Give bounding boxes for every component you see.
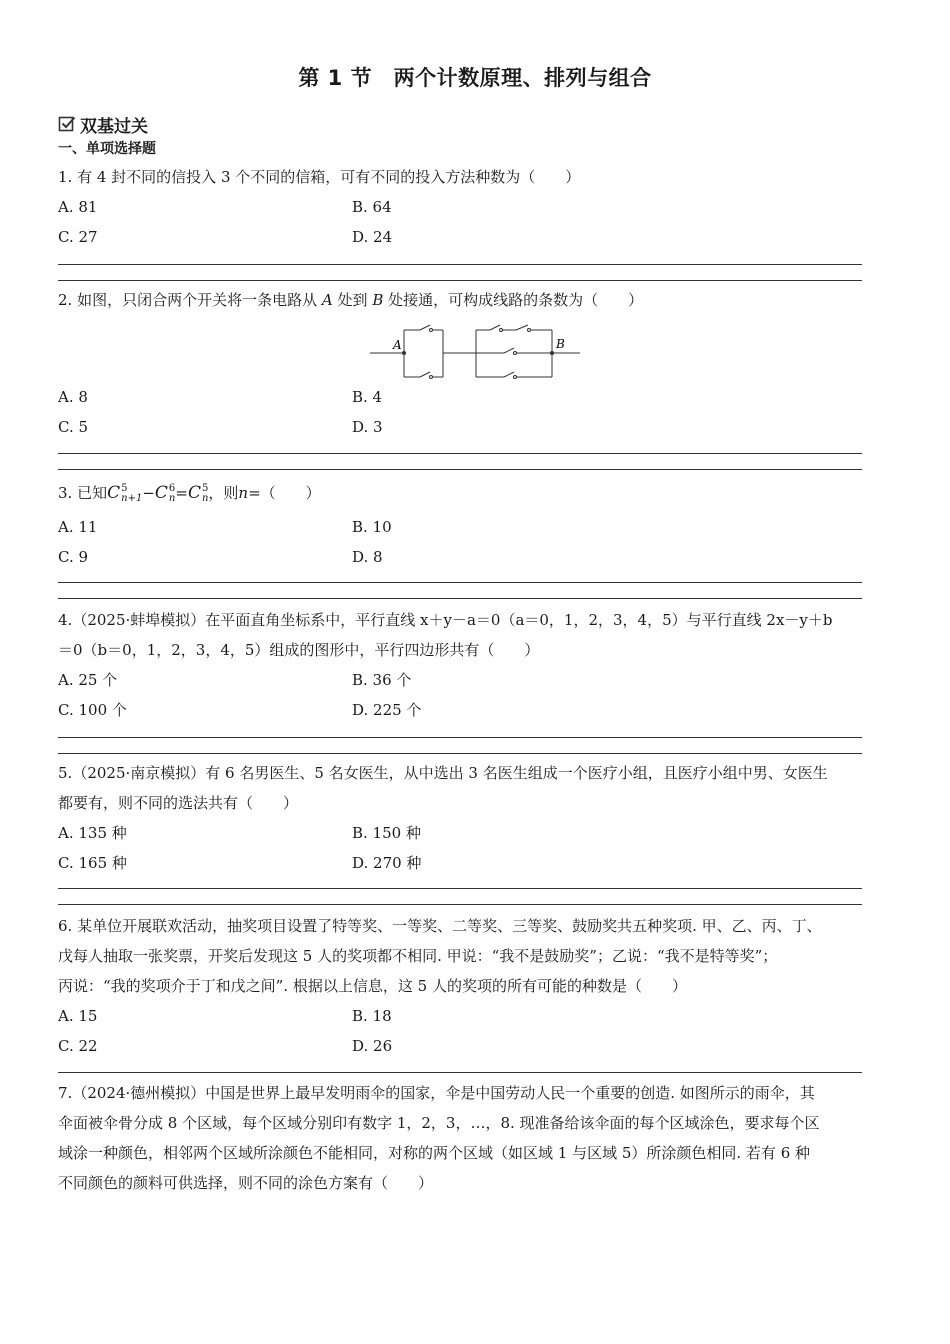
- question-3: [58, 478, 896, 572]
- question-text: 某单位开展联欢活动，抽奖项目设置了特等奖、一等奖、二等奖、三等奖、鼓励奖共五种奖项. 甲、乙、丙、丁、: [77, 917, 822, 935]
- question-number: 2.: [58, 291, 73, 309]
- subscript: n: [201, 493, 209, 504]
- option-c[interactable]: C. 27: [58, 228, 98, 246]
- question-number: 7.: [58, 1084, 73, 1102]
- question-text: （2024·德州模拟）中国是世界上最早发明雨伞的国家，伞是中国劳动人民一个重要的创造. 如图所示的雨伞，其: [72, 1084, 815, 1102]
- answer-line[interactable]: [58, 264, 862, 265]
- option-a[interactable]: A. 15: [58, 1007, 98, 1025]
- option-c[interactable]: C. 9: [58, 548, 89, 566]
- option-b[interactable]: B. 150 种: [352, 824, 421, 842]
- option-d[interactable]: D. 270 种: [352, 854, 422, 872]
- question-number: 1.: [58, 168, 73, 186]
- answer-line[interactable]: [58, 753, 862, 754]
- checkbox-icon: [58, 115, 76, 133]
- option-a[interactable]: A. 11: [58, 518, 98, 536]
- option-a[interactable]: A. 25 个: [58, 671, 118, 689]
- section-title: 双基过关: [80, 116, 148, 137]
- question-7: [58, 1078, 896, 1198]
- question-text: 戊每人抽取一张奖票，开奖后发现这 5 人的奖项都不相同. 甲说：“我不是鼓励奖”；乙说：“我不是特等奖”；: [58, 947, 778, 965]
- option-b[interactable]: B. 10: [352, 518, 392, 536]
- question-number: 6.: [58, 917, 73, 935]
- option-c[interactable]: C. 5: [58, 418, 89, 436]
- question-text: =（ ）: [248, 484, 321, 502]
- answer-line[interactable]: [58, 453, 862, 454]
- question-6: [58, 911, 896, 1061]
- operator: −: [142, 484, 155, 502]
- answer-line[interactable]: [58, 598, 862, 599]
- option-c[interactable]: C. 22: [58, 1037, 98, 1055]
- question-2-options: [58, 382, 896, 442]
- superscript: 5: [121, 483, 128, 494]
- subscript: n+1: [121, 493, 143, 504]
- question-number: 3.: [58, 484, 73, 502]
- section-heading: [58, 113, 148, 135]
- option-b[interactable]: B. 36 个: [352, 671, 412, 689]
- option-a[interactable]: A. 8: [58, 388, 88, 406]
- question-text: 处到: [337, 291, 368, 309]
- question-stem: [58, 605, 896, 635]
- answer-line[interactable]: [58, 280, 862, 281]
- option-a[interactable]: A. 81: [58, 198, 98, 216]
- combination-symbol: C: [107, 483, 121, 503]
- question-text: 如图，只闭合两个开关将一条电路从: [77, 291, 318, 309]
- option-a[interactable]: A. 135 种: [58, 824, 127, 842]
- var-b: B: [372, 291, 384, 309]
- option-d[interactable]: D. 3: [352, 418, 383, 436]
- question-text: 已知: [77, 484, 108, 502]
- option-d[interactable]: D. 26: [352, 1037, 393, 1055]
- question-text: （2025·蚌埠模拟）在平面直角坐标系中，平行直线 x＋y－a＝0（a＝0，1，2，3，4，5）与平行直线 2x－y＋b: [72, 611, 833, 629]
- circuit-diagram: [368, 322, 582, 384]
- subscript: n: [168, 493, 176, 504]
- option-c[interactable]: C. 165 种: [58, 854, 127, 872]
- option-d[interactable]: D. 225 个: [352, 701, 422, 719]
- question-1: [58, 162, 896, 252]
- question-text: （2025·南京模拟）有 6 名男医生、5 名女医生，从中选出 3 名医生组成一个医疗小组，且医疗小组中男、女医生: [72, 764, 828, 782]
- answer-line[interactable]: [58, 1072, 862, 1073]
- option-d[interactable]: D. 24: [352, 228, 393, 246]
- superscript: 6: [168, 483, 176, 494]
- question-4: [58, 605, 896, 725]
- option-c[interactable]: C. 100 个: [58, 701, 127, 719]
- question-text: 处接通，可构成线路的条数为（ ）: [388, 291, 644, 309]
- question-stem: [58, 758, 896, 788]
- question-stem: [58, 478, 896, 508]
- circuit-label-b: B: [556, 337, 565, 351]
- operator: =: [175, 484, 188, 502]
- var-a: A: [321, 291, 333, 309]
- question-text: 域涂一种颜色，相邻两个区域所涂颜色不能相同，对称的两个区域（如区域 1 与区域 5）所涂颜色相同. 若有 6 种: [58, 1144, 811, 1162]
- question-number: 4.: [58, 611, 73, 629]
- question-5: [58, 758, 896, 878]
- answer-line[interactable]: [58, 888, 862, 889]
- combination-symbol: C: [187, 483, 201, 503]
- question-2: [58, 285, 896, 315]
- question-text: 有 4 封不同的信投入 3 个不同的信箱，可有不同的投入方法种数为（ ）: [77, 168, 581, 186]
- combination-symbol: C: [154, 483, 168, 503]
- option-b[interactable]: B. 4: [352, 388, 383, 406]
- question-number: 5.: [58, 764, 73, 782]
- question-stem: [58, 1078, 896, 1108]
- subsection-title: 一、单项选择题: [58, 141, 156, 157]
- question-text: ，则: [208, 484, 239, 502]
- question-text: 不同颜色的颜料可供选择，则不同的涂色方案有（ ）: [58, 1174, 434, 1192]
- question-text: ＝0（b＝0，1，2，3，4，5）组成的图形中，平行四边形共有（ ）: [58, 641, 540, 659]
- circuit-label-a: A: [393, 338, 402, 352]
- option-b[interactable]: B. 18: [352, 1007, 392, 1025]
- option-b[interactable]: B. 64: [352, 198, 392, 216]
- answer-line[interactable]: [58, 582, 862, 583]
- answer-line[interactable]: [58, 737, 862, 738]
- superscript: 5: [201, 483, 209, 494]
- answer-line[interactable]: [58, 904, 862, 905]
- question-stem: [58, 162, 896, 192]
- answer-line[interactable]: [58, 469, 862, 470]
- question-text: 丙说：“我的奖项介于丁和戊之间”. 根据以上信息，这 5 人的奖项的所有可能的种数是（ ）: [58, 977, 687, 995]
- question-text: 都要有，则不同的选法共有（ ）: [58, 794, 299, 812]
- option-d[interactable]: D. 8: [352, 548, 383, 566]
- var-n: n: [238, 484, 249, 502]
- question-stem: [58, 285, 896, 315]
- question-text: 伞面被伞骨分成 8 个区域，每个区域分别印有数字 1，2，3，…，8. 现准备给该伞面的每个区域涂色，要求每个区: [58, 1114, 820, 1132]
- question-stem: [58, 911, 896, 941]
- page-title: 第 1 节 两个计数原理、排列与组合: [298, 66, 652, 90]
